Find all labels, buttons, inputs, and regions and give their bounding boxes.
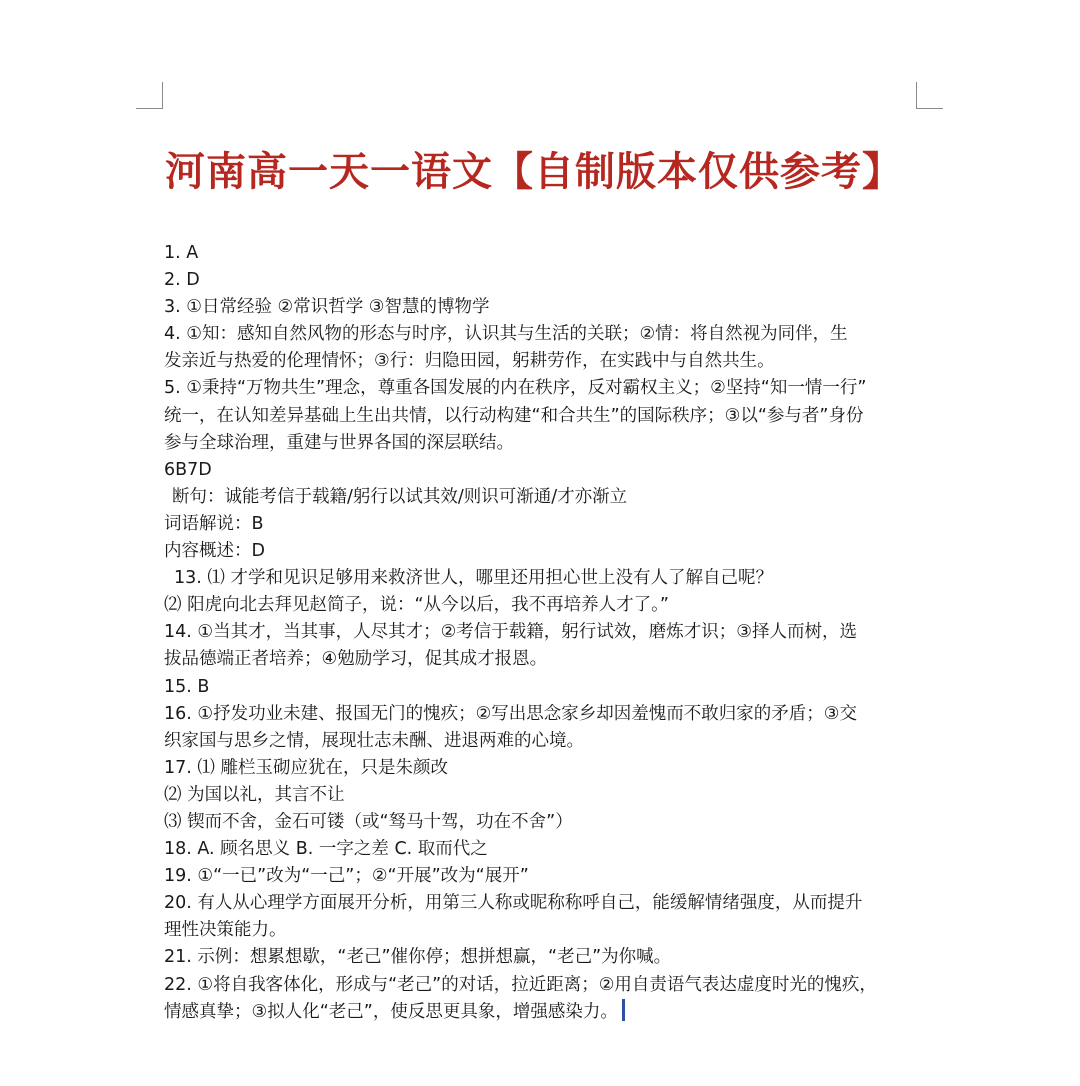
document-body[interactable] <box>164 240 924 1026</box>
answer-line: 20. 有人从心理学方面展开分析，用第三人称或昵称称呼自己，能缓解情绪强度，从而提升 <box>164 893 863 914</box>
answer-line: 5. ①秉持“万物共生”理念，尊重各国发展的内在秩序，反对霸权主义；②坚持“知一情一行” <box>164 378 867 399</box>
answer-line: 14. ①当其才，当其事，人尽其才；②考信于载籍，躬行试效，磨炼才识；③择人而树，选 <box>164 622 857 643</box>
answer-line: 断句：诚能考信于载籍/躬行以试其效/则识可渐通/才亦渐立 <box>172 486 628 507</box>
page-corner-mark-right <box>916 82 943 109</box>
answer-line: 统一，在认知差异基础上生出共情，以行动构建“和合共生”的国际秩序；③以“参与者”身份 <box>164 405 864 426</box>
answer-line: 16. ①抒发功业未建、报国无门的愧疚；②写出思念家乡却因羞愧而不敢归家的矛盾；③交 <box>164 703 857 724</box>
answer-line: ⑵ 为国以礼，其言不让 <box>164 784 345 805</box>
answer-line: 4. ①知：感知自然风物的形态与时序，认识其与生活的关联；②情：将自然视为同伴，生 <box>164 324 848 345</box>
answer-line: 3. ①日常经验 ②常识哲学 ③智慧的博物学 <box>164 297 490 318</box>
answer-line: 18. A. 顾名思义 B. 一字之差 C. 取而代之 <box>164 839 488 860</box>
answer-line: 22. ①将自我客体化，形成与“老己”的对话，拉近距离；②用自责语气表达虚度时光的愧疚， <box>164 974 877 995</box>
answer-line: 19. ①“一已”改为“一己”；②“开展”改为“展开” <box>164 866 529 887</box>
page-corner-mark-left <box>136 82 163 109</box>
answer-line: 17. ⑴ 雕栏玉砌应犹在，只是朱颜改 <box>164 757 448 778</box>
answer-line: ⑵ 阳虎向北去拜见赵简子，说：“从今以后，我不再培养人才了。” <box>164 595 669 616</box>
answer-line: 织家国与思乡之情，展现壮志未酬、进退两难的心境。 <box>164 730 584 751</box>
answer-line: 发亲近与热爱的伦理情怀；③行：归隐田园，躬耕劳作，在实践中与自然共生。 <box>164 351 775 372</box>
answer-line: 拔品德端正者培养；④勉励学习，促其成才报恩。 <box>164 649 548 670</box>
answer-line: 2. D <box>164 270 200 291</box>
answer-line: 13. ⑴ 才学和见识足够用来救济世人，哪里还用担心世上没有人了解自己呢？ <box>174 568 773 589</box>
answer-line: 内容概述：D <box>164 541 265 562</box>
answer-line: ⑶ 锲而不舍，金石可镂（或“驽马十驾，功在不舍”） <box>164 811 573 832</box>
text-cursor <box>622 999 625 1021</box>
answer-line: 词语解说：B <box>164 513 264 534</box>
answer-line: 15. B <box>164 676 210 697</box>
answer-line: 1. A <box>164 243 199 263</box>
answer-line: 6B7D <box>164 459 212 480</box>
answer-line: 理性决策能力。 <box>164 920 287 941</box>
answer-line: 参与全球治理，重建与世界各国的深层联结。 <box>164 432 514 453</box>
answer-line-last <box>164 999 924 1026</box>
answer-line: 21. 示例：想累想歇，“老己”催你停；想拼想赢，“老己”为你喊。 <box>164 947 672 968</box>
answer-line-text: 情感真挚；③拟人化“老己”，使反思更具象，增强感染力。 <box>164 1001 618 1022</box>
document-title: 河南高一天一语文【自制版本仅供参考】 <box>165 149 903 195</box>
